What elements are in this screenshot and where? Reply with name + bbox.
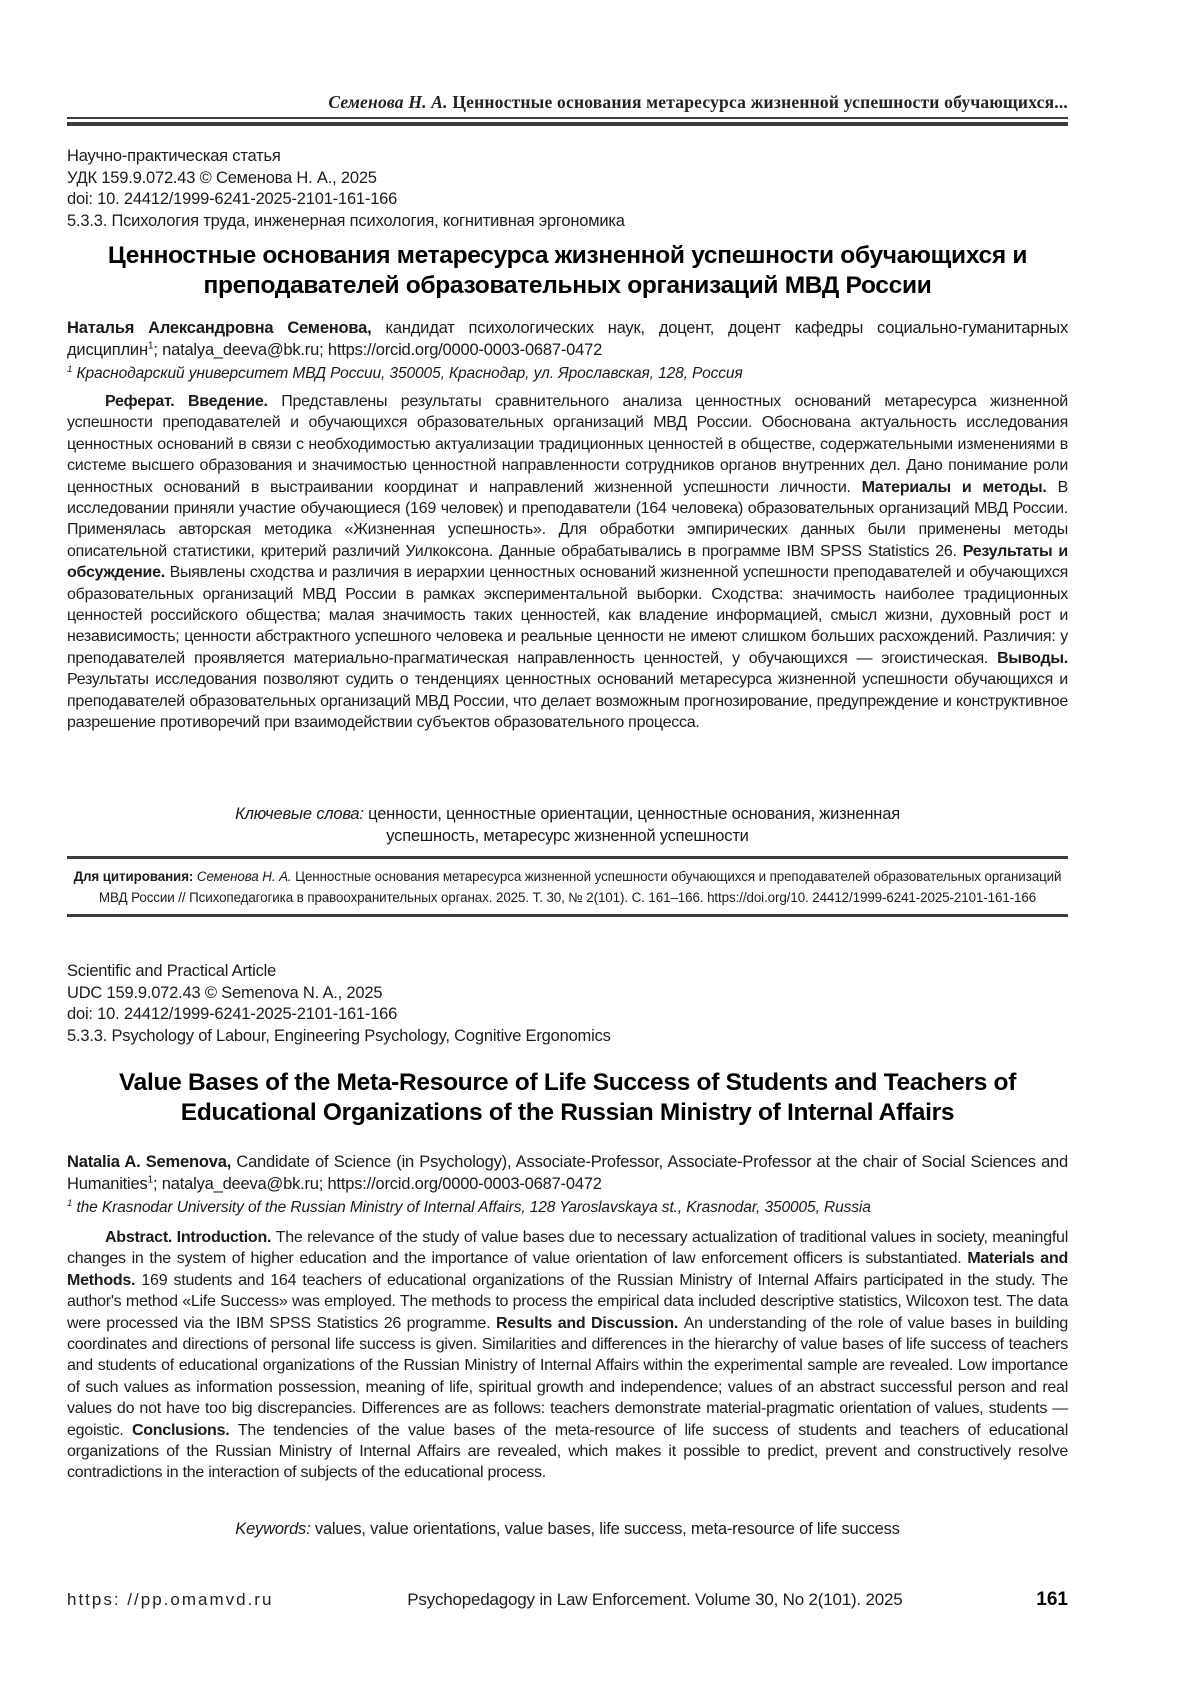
- udc-line-en: UDC 159.9.072.43 © Semenova N. A., 2025: [67, 983, 383, 1002]
- udc-line-ru: УДК 159.9.072.43 © Семенова Н. А., 2025: [67, 168, 377, 187]
- doi-line-en: doi: 10. 24412/1999-6241-2025-2101-161-166: [67, 1005, 398, 1023]
- abstract-en: Abstract. Introduction. The relevance of the study of value bases due to necessary actualization of traditional values in society, meaningful changes in the system of higher education and the importance of value orientation of law enforcement officers is substantiated. Materials and Methods. 169 students and 164 teachers of educational organizations of the Russian Ministry of Internal Affairs participated in the study. The author's method «Life Success» was employed. The methods to process the empirical data included descriptive statistics, Wilcoxon test. The data were processed via the IBM SPSS Statistics 26 programme. Results and Discussion. An understanding of the role of value bases in building coordinates and directions of personal life success is given. Similarities and differences in the hierarchy of value bases of life success of teachers and students of educational organizations of the Russian Ministry of Internal Affairs within the experimental sample are revealed. Low importance of such values as information possession, meaning of life, spiritual growth and independence; values of an abstract successful person and real values do not have too big discrepancies. Differences are as follows: teachers demonstrate material-pragmatic orientation of values, students — egoistic. Conclusions. The tendencies of the value bases of the meta-resource of life success of students and teachers of educational organizations of the Russian Ministry of Internal Affairs are revealed, which makes it possible to predict, prevent and constructively resolve contradictions in the interaction of subjects of the educational process.: [67, 1229, 1069, 1482]
- article-type-en: Scientific and Practical Article: [67, 962, 277, 980]
- page-footer: [67, 1589, 1068, 1611]
- specialty-line-ru: 5.3.3. Психология труда, инженерная психология, когнитивная эргономика: [67, 211, 625, 230]
- author-info-en: Natalia A. Semenova, Candidate of Science (in Psychology), Associate-Professor, Associate-Professor at the chair of Social Sciences and Humanities$^1$; natalya_deeva@bk.ru; https://orcid.org/0000-0003-0687-0472: [67, 1153, 1068, 1193]
- citation-box: Для цитирования: Семенова Н. А. Ценностные основания метаресурса жизненной успешности обучающихся и преподавателей образовательных организаций МВД России // Психопедагогика в правоохранительных органах. 2025. Т. 30, № 2(101). С. 161–166. https://doi.org/10. 24412/1999-6241-2025-2101-161-166: [73, 869, 1062, 905]
- article-title-ru: Ценностные основания метаресурса жизненной успешности обучающихся и преподавателей образовательных организаций МВД России: [107, 242, 1028, 299]
- article-meta-ru: [67, 146, 1068, 232]
- keywords-en: Keywords: values, value orientations, value bases, life success, meta-resource of life success: [235, 1520, 900, 1538]
- header-rule: [67, 117, 1068, 126]
- journal-url: https: //pp.omamvd.ru: [67, 1590, 274, 1609]
- affiliation-ru: $^1$ Краснодарский университет МВД России, 350005, Краснодар, ул. Ярославская, 128, Россия: [67, 363, 743, 382]
- running-head: Семенова Н. А. Ценностные основания метаресурса жизненной успешности обучающихся...: [328, 92, 1068, 112]
- author-info-ru: Наталья Александровна Семенова, кандидат психологических наук, доцент, доцент кафедры социально-гуманитарных дисциплин$^1$; natalya_deeva@bk.ru; https://orcid.org/0000-0003-0687-0472: [67, 319, 1068, 359]
- page-number: 161: [1036, 1589, 1068, 1610]
- journal-info: Psychopedagogy in Law Enforcement. Volume 30, No 2(101). 2025: [407, 1590, 903, 1609]
- doi-line-ru: doi: 10. 24412/1999-6241-2025-2101-161-166: [67, 190, 398, 208]
- article-title-en: Value Bases of the Meta-Resource of Life Success of Students and Teachers of Educational Organizations of the Russian Ministry of Internal Affairs: [118, 1069, 1017, 1126]
- affiliation-en: $^1$ the Krasnodar University of the Russian Ministry of Internal Affairs, 128 Yaroslavskaya st., Krasnodar, 350005, Russia: [67, 1197, 871, 1216]
- article-type-ru: Научно-практическая статья: [67, 147, 281, 165]
- abstract-ru: Реферат. Введение. Представлены результаты сравнительного анализа ценностных оснований метаресурса жизненной успешности преподавателей и обучающихся образовательных организаций МВД России. Обоснована актуальность исследования ценностных оснований в связи с необходимостью актуализации традиционных ценностей в обществе, содержательными изменениями в системе высшего образования и значимостью ценностной направленности сотрудников органов внутренних дел. Дано понимание роли ценностных оснований в выстраивании координат и направлений жизненной успешности личности. Материалы и методы. В исследовании приняли участие обучающиеся (169 человек) и преподаватели (164 человека) образовательных организаций МВД России. Применялась авторская методика «Жизненная успешность». Для обработки эмпирических данных были применены методы описательной статистики, критерий различий Уилкоксона. Данные обрабатывались в программе IBM SPSS Statistics 26. Результаты и обсуждение. Выявлены сходства и различия в иерархии ценностных оснований жизненной успешности преподавателей и обучающихся образовательных организаций МВД России в рамках экспериментальной выборки. Сходства: значимость наиболее традиционных ценностей российского общества; малая значимость таких ценностей, как владение информацией, смысл жизни, духовный рост и независимость; ценности абстрактного успешного человека и реальные ценности не имеют слишком больших расхождений. Различия: у преподавателей проявляется материально-прагматическая направленность ценностей, у обучающихся — эгоистическая. Выводы. Результаты исследования позволяют судить о тенденциях ценностных оснований метаресурса жизненной успешности обучающихся и преподавателей образовательных организаций МВД России, что делает возможным прогнозирование, предупреждение и конструктивное разрешение противоречий при взаимодействии субъектов образовательного процесса.: [67, 393, 1069, 732]
- citation-rule-bottom: [67, 914, 1068, 917]
- keywords-ru: Ключевые слова: ценности, ценностные ориентации, ценностные основания, жизненная успешность, метаресурс жизненной успешности: [235, 805, 900, 845]
- specialty-line-en: 5.3.3. Psychology of Labour, Engineering Psychology, Cognitive Ergonomics: [67, 1026, 611, 1045]
- citation-rule-top: [67, 856, 1068, 859]
- article-meta-en: [67, 961, 1068, 1047]
